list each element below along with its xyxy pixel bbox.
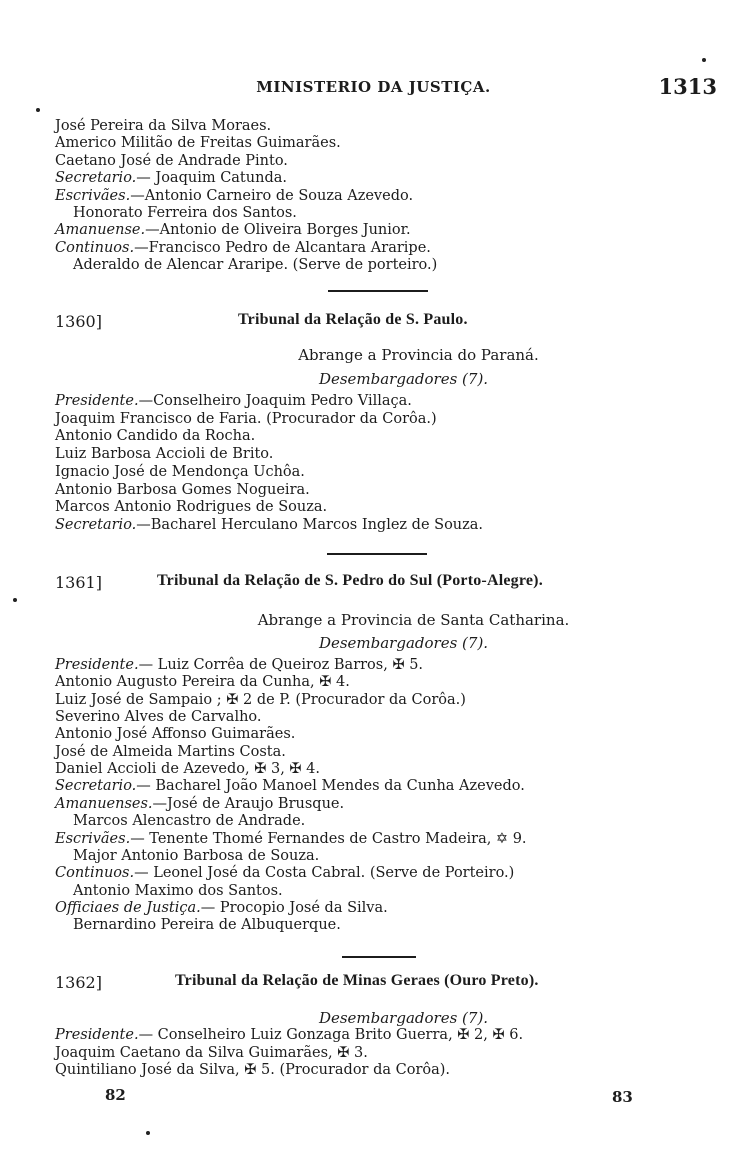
line-text: José Pereira da Silva Moraes. <box>55 118 272 134</box>
text-line <box>55 1062 450 1079</box>
line-text: Quintiliano José da Silva, ✠ 5. (Procurador da Corôa). <box>55 1062 451 1078</box>
line-text: —Antonio Carneiro de Souza Azevedo. <box>130 187 414 204</box>
line-text: Caetano José de Andrade Pinto. <box>55 152 288 169</box>
line-text: — Joaquim Catunda. <box>136 170 287 187</box>
line-text: Ignacio José de Mendonça Uchôa. <box>55 463 305 480</box>
line-text: —Conselheiro Joaquim Pedro Villaça. <box>138 393 412 409</box>
line-text: Daniel Accioli de Azevedo, ✠ 3, ✠ 4. <box>55 761 321 778</box>
section-divider <box>327 553 427 555</box>
text-line <box>55 153 288 170</box>
line-text: — Procopio José da Silva. <box>200 899 388 916</box>
section-divider <box>328 290 428 292</box>
text-line <box>55 170 287 187</box>
text-line <box>55 761 320 778</box>
text-line <box>55 744 286 761</box>
section-scope: Abrange a Provincia do Paraná. <box>298 346 539 364</box>
text-line <box>55 205 297 222</box>
text-line <box>55 778 525 795</box>
text-line <box>55 428 255 445</box>
page-title: MINISTERIO DA JUSTIÇA. <box>256 78 491 96</box>
footer-left-number: 82 <box>105 1086 126 1104</box>
text-line <box>55 188 413 205</box>
line-label: Continuos. <box>55 865 135 882</box>
line-label: Escrivães. <box>55 830 131 847</box>
section-number: 1362] <box>55 973 102 992</box>
line-text: Marcos Alencastro de Andrade. <box>73 813 306 830</box>
section-title: Tribunal da Relação de S. Pedro do Sul (Porto-Alegre). <box>157 572 543 589</box>
line-text: —Bacharel Herculano Marcos Inglez de Souza. <box>136 516 484 533</box>
line-text: Antonio José Affonso Guimarães. <box>55 726 296 743</box>
footer-right-number: 83 <box>612 1088 633 1106</box>
text-line <box>55 240 431 257</box>
text-line <box>55 482 310 499</box>
line-text: Antonio Barbosa Gomes Nogueira. <box>55 481 310 498</box>
text-line <box>55 813 305 830</box>
text-line <box>55 1027 523 1044</box>
text-line <box>55 674 350 691</box>
line-text: — Leonel José da Costa Cabral. (Serve de Porteiro.) <box>134 865 515 882</box>
text-line <box>55 517 483 534</box>
page-number: 1313 <box>658 74 717 99</box>
line-text: —Francisco Pedro de Alcantara Araripe. <box>134 239 431 256</box>
text-line <box>55 796 344 813</box>
section-subheading: Desembargadores (7). <box>318 634 489 652</box>
line-label: Secretario. <box>55 778 137 795</box>
text-line <box>55 118 271 135</box>
text-line <box>55 726 295 743</box>
line-label: Presidente. <box>55 657 139 673</box>
line-label: Escrivães. <box>55 187 131 204</box>
line-text: Luiz Barbosa Accioli de Brito. <box>55 446 274 463</box>
line-text: Major Antonio Barbosa de Souza. <box>73 847 320 864</box>
line-label: Continuos. <box>55 239 135 256</box>
line-label: Officiaes de Justiça. <box>55 899 201 916</box>
text-line <box>55 446 273 463</box>
line-text: —Antonio de Oliveira Borges Junior. <box>145 222 411 239</box>
text-line <box>55 135 341 152</box>
line-text: — Tenente Thomé Fernandes de Castro Madeira, ✡ 9. <box>130 830 527 847</box>
text-line <box>55 848 319 865</box>
print-speck <box>13 598 17 602</box>
line-label: Secretario. <box>55 170 137 187</box>
line-text: — Conselheiro Luiz Gonzaga Brito Guerra, ✠ 2, ✠ 6. <box>138 1027 524 1043</box>
text-line <box>55 393 412 410</box>
line-text: Joaquim Caetano da Silva Guimarães, ✠ 3. <box>55 1044 368 1061</box>
line-label: Presidente. <box>55 393 139 409</box>
text-line <box>55 917 341 934</box>
text-line <box>55 464 305 481</box>
line-text: José de Almeida Martins Costa. <box>55 743 286 760</box>
line-label: Amanuense. <box>55 222 146 239</box>
print-speck <box>36 108 40 112</box>
print-speck <box>702 58 706 62</box>
section-title: Tribunal da Relação de S. Paulo. <box>238 311 468 328</box>
text-line <box>55 411 437 428</box>
line-text: Bernardino Pereira de Albuquerque. <box>73 917 341 934</box>
section-title: Tribunal da Relação de Minas Geraes (Ouro Preto). <box>175 972 539 989</box>
text-line <box>55 499 327 516</box>
line-text: Severino Alves de Carvalho. <box>55 709 262 726</box>
text-line <box>55 257 437 274</box>
print-speck <box>146 1131 150 1135</box>
text-line <box>55 900 388 917</box>
line-text: Antonio Augusto Pereira da Cunha, ✠ 4. <box>55 674 350 691</box>
section-subheading: Desembargadores (7). <box>318 1009 489 1027</box>
line-text: —José de Araujo Brusque. <box>152 795 345 812</box>
line-text: Luiz José de Sampaio ; ✠ 2 de P. (Procurador da Corôa.) <box>55 691 466 708</box>
section-subheading: Desembargadores (7). <box>318 370 489 388</box>
text-line <box>55 883 283 900</box>
text-line <box>55 222 411 239</box>
text-line <box>55 1045 368 1062</box>
text-line <box>55 657 423 674</box>
line-text: Antonio Candido da Rocha. <box>55 428 256 445</box>
line-text: — Luiz Corrêa de Queiroz Barros, ✠ 5. <box>138 657 424 673</box>
line-text: — Bacharel João Manoel Mendes da Cunha Azevedo. <box>136 778 525 795</box>
line-text: Honorato Ferreira dos Santos. <box>73 205 297 221</box>
line-text: Americo Militão de Freitas Guimarães. <box>55 135 341 152</box>
section-scope: Abrange a Provincia de Santa Catharina. <box>257 611 570 629</box>
line-label: Amanuenses. <box>55 795 153 812</box>
text-line <box>55 692 466 709</box>
section-number: 1361] <box>55 573 102 592</box>
section-number: 1360] <box>55 312 102 331</box>
line-label: Presidente. <box>55 1027 139 1043</box>
text-line <box>55 831 527 848</box>
line-text: Antonio Maximo dos Santos. <box>73 882 283 899</box>
text-line <box>55 709 262 726</box>
line-text: Marcos Antonio Rodrigues de Souza. <box>55 499 328 516</box>
text-line <box>55 865 514 882</box>
line-text: Joaquim Francisco de Faria. (Procurador da Corôa.) <box>55 410 437 427</box>
line-label: Secretario. <box>55 516 137 533</box>
section-divider <box>342 956 416 958</box>
line-text: Aderaldo de Alencar Araripe. (Serve de porteiro.) <box>73 257 438 274</box>
